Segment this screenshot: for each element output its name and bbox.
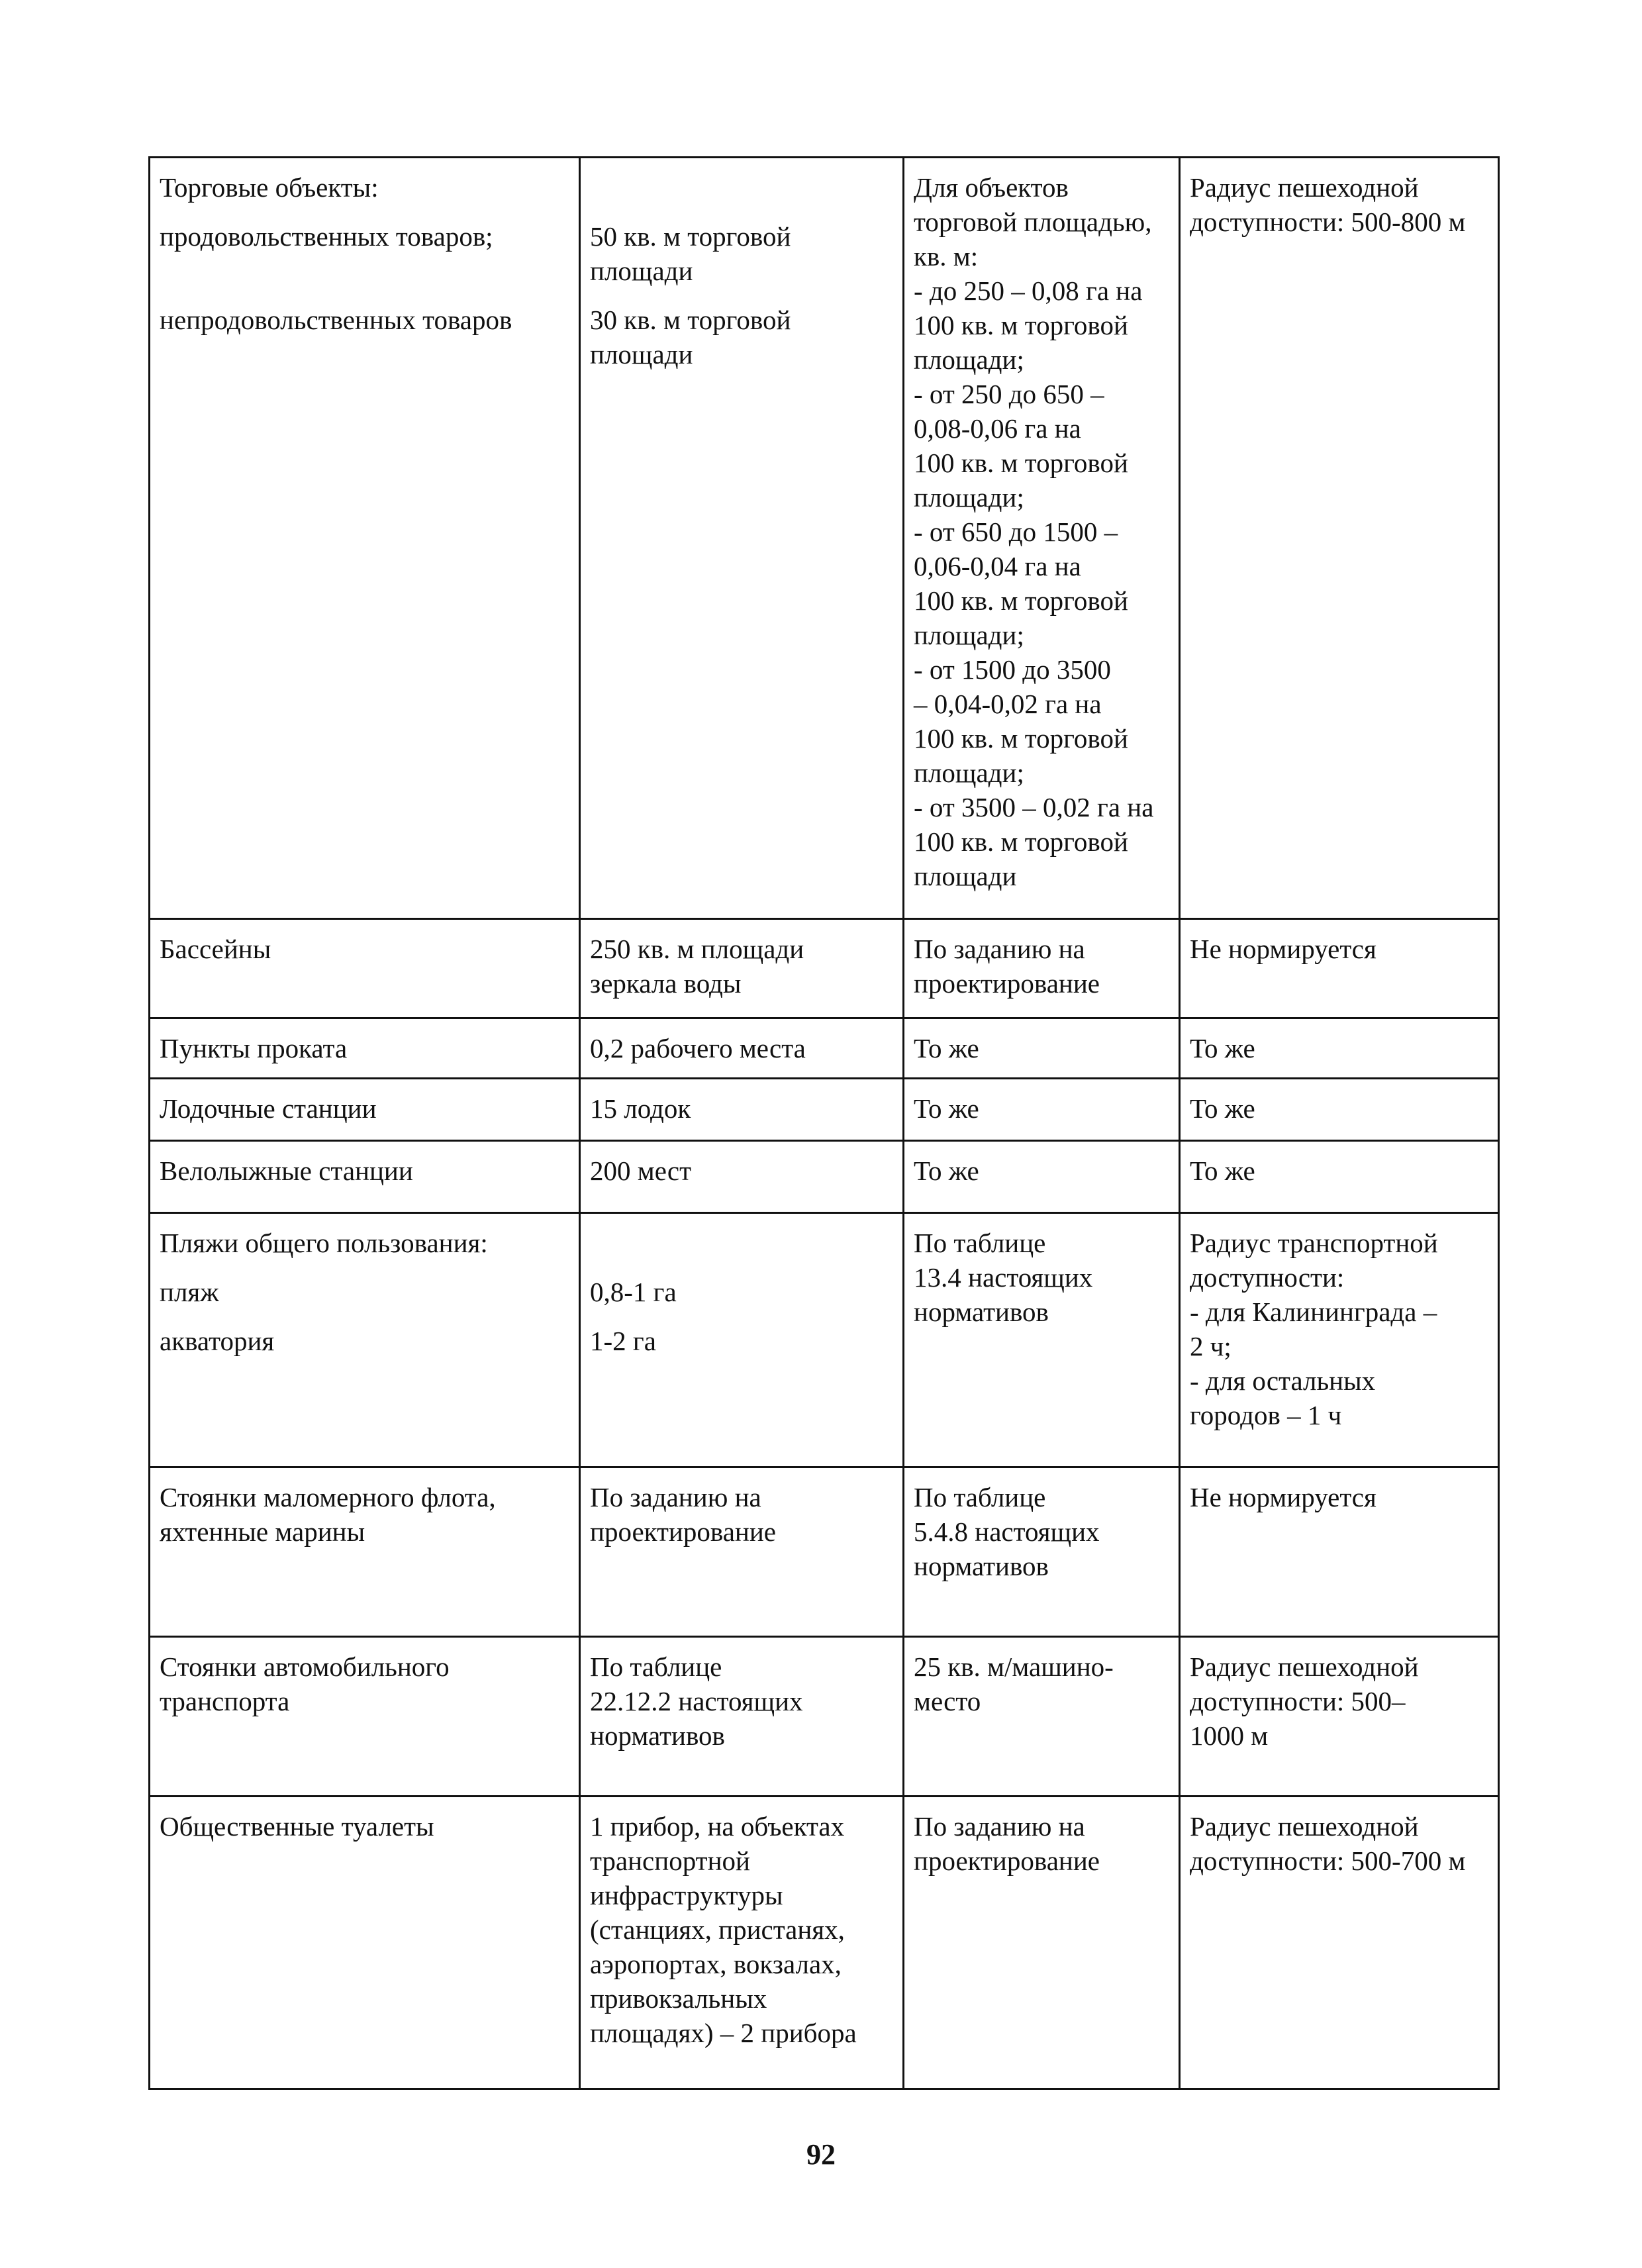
access-cell: Радиус транспортной доступности: - для Калининграда – 2 ч; - для остальных городов – 1 ч: [1180, 1213, 1499, 1467]
area-cell: По таблице 5.4.8 настоящих нормативов: [904, 1467, 1180, 1637]
access-cell: То же: [1180, 1018, 1499, 1079]
norm-subitem: 1-2 га: [590, 1326, 656, 1356]
table-row: [150, 919, 1499, 1018]
object-cell: Пункты проката: [150, 1018, 580, 1079]
object-subitem: непродовольственных товаров: [160, 305, 512, 335]
norm-cell: 0,2 рабочего места: [580, 1018, 904, 1079]
norm-subitem: 30 кв. м торговой площади: [590, 305, 791, 370]
norm-cell: [580, 1213, 904, 1467]
access-cell: Не нормируется: [1180, 1467, 1499, 1637]
area-cell: То же: [904, 1018, 1180, 1079]
norm-subitem: 50 кв. м торговой площади: [590, 221, 791, 286]
object-subitem: пляж: [160, 1277, 219, 1307]
access-cell: Не нормируется: [1180, 919, 1499, 1018]
table-row: [150, 1467, 1499, 1637]
object-subitem: продовольственных товаров;: [160, 221, 493, 252]
area-cell: По таблице 13.4 настоящих нормативов: [904, 1213, 1180, 1467]
norm-cell: 200 мест: [580, 1141, 904, 1213]
page-number: 92: [806, 2138, 836, 2171]
table-row: [150, 1213, 1499, 1467]
table-row: [150, 1018, 1499, 1079]
norms-table: [148, 156, 1500, 2090]
table-row: [150, 1797, 1499, 2089]
access-cell: То же: [1180, 1079, 1499, 1141]
object-cell: Стоянки маломерного флота, яхтенные марины: [150, 1467, 580, 1637]
object-cell: [150, 158, 580, 919]
object-cell: Велолыжные станции: [150, 1141, 580, 1213]
object-cell: Бассейны: [150, 919, 580, 1018]
object-cell: Стоянки автомобильного транспорта: [150, 1637, 580, 1797]
object-title: Торговые объекты:: [160, 172, 379, 203]
access-cell: Радиус пешеходной доступности: 500-800 м: [1180, 158, 1499, 919]
table-row: [150, 1637, 1499, 1797]
norm-cell: 250 кв. м площади зеркала воды: [580, 919, 904, 1018]
norm-cell: По заданию на проектирование: [580, 1467, 904, 1637]
object-cell: Общественные туалеты: [150, 1797, 580, 2089]
table-row: [150, 1141, 1499, 1213]
object-cell: Лодочные станции: [150, 1079, 580, 1141]
norm-cell: 15 лодок: [580, 1079, 904, 1141]
norm-cell: По таблице 22.12.2 настоящих нормативов: [580, 1637, 904, 1797]
area-cell: То же: [904, 1079, 1180, 1141]
area-cell: 25 кв. м/машино- место: [904, 1637, 1180, 1797]
access-cell: Радиус пешеходной доступности: 500-700 м: [1180, 1797, 1499, 2089]
object-subitem: акватория: [160, 1326, 275, 1356]
area-cell: По заданию на проектирование: [904, 919, 1180, 1018]
area-cell: То же: [904, 1141, 1180, 1213]
norm-subitem: 0,8-1 га: [590, 1277, 677, 1307]
access-cell: Радиус пешеходной доступности: 500– 1000 м: [1180, 1637, 1499, 1797]
norm-cell: 1 прибор, на объектах транспортной инфраструктуры (станциях, пристанях, аэропортах, вокзалах, привокзальных площадях) – 2 прибора: [580, 1797, 904, 2089]
area-cell: По заданию на проектирование: [904, 1797, 1180, 2089]
object-cell: [150, 1213, 580, 1467]
norm-cell: [580, 158, 904, 919]
table-row: [150, 1079, 1499, 1141]
object-title: Пляжи общего пользования:: [160, 1228, 488, 1258]
access-cell: То же: [1180, 1141, 1499, 1213]
table-row: [150, 158, 1499, 919]
area-cell: Для объектов торговой площадью, кв. м: - до 250 – 0,08 га на 100 кв. м торговой площади; - от 250 до 650 – 0,08-0,06 га на 100 кв. м торговой площади; - от 650 до 1500 – 0,06-0,04 га на 100 кв. м торговой площади; - от 1500 до 3500 – 0,04-0,02 га на 100 кв. м торговой площади; - от 3500 – 0,02 га на 100 кв. м торговой площади: [904, 158, 1180, 919]
